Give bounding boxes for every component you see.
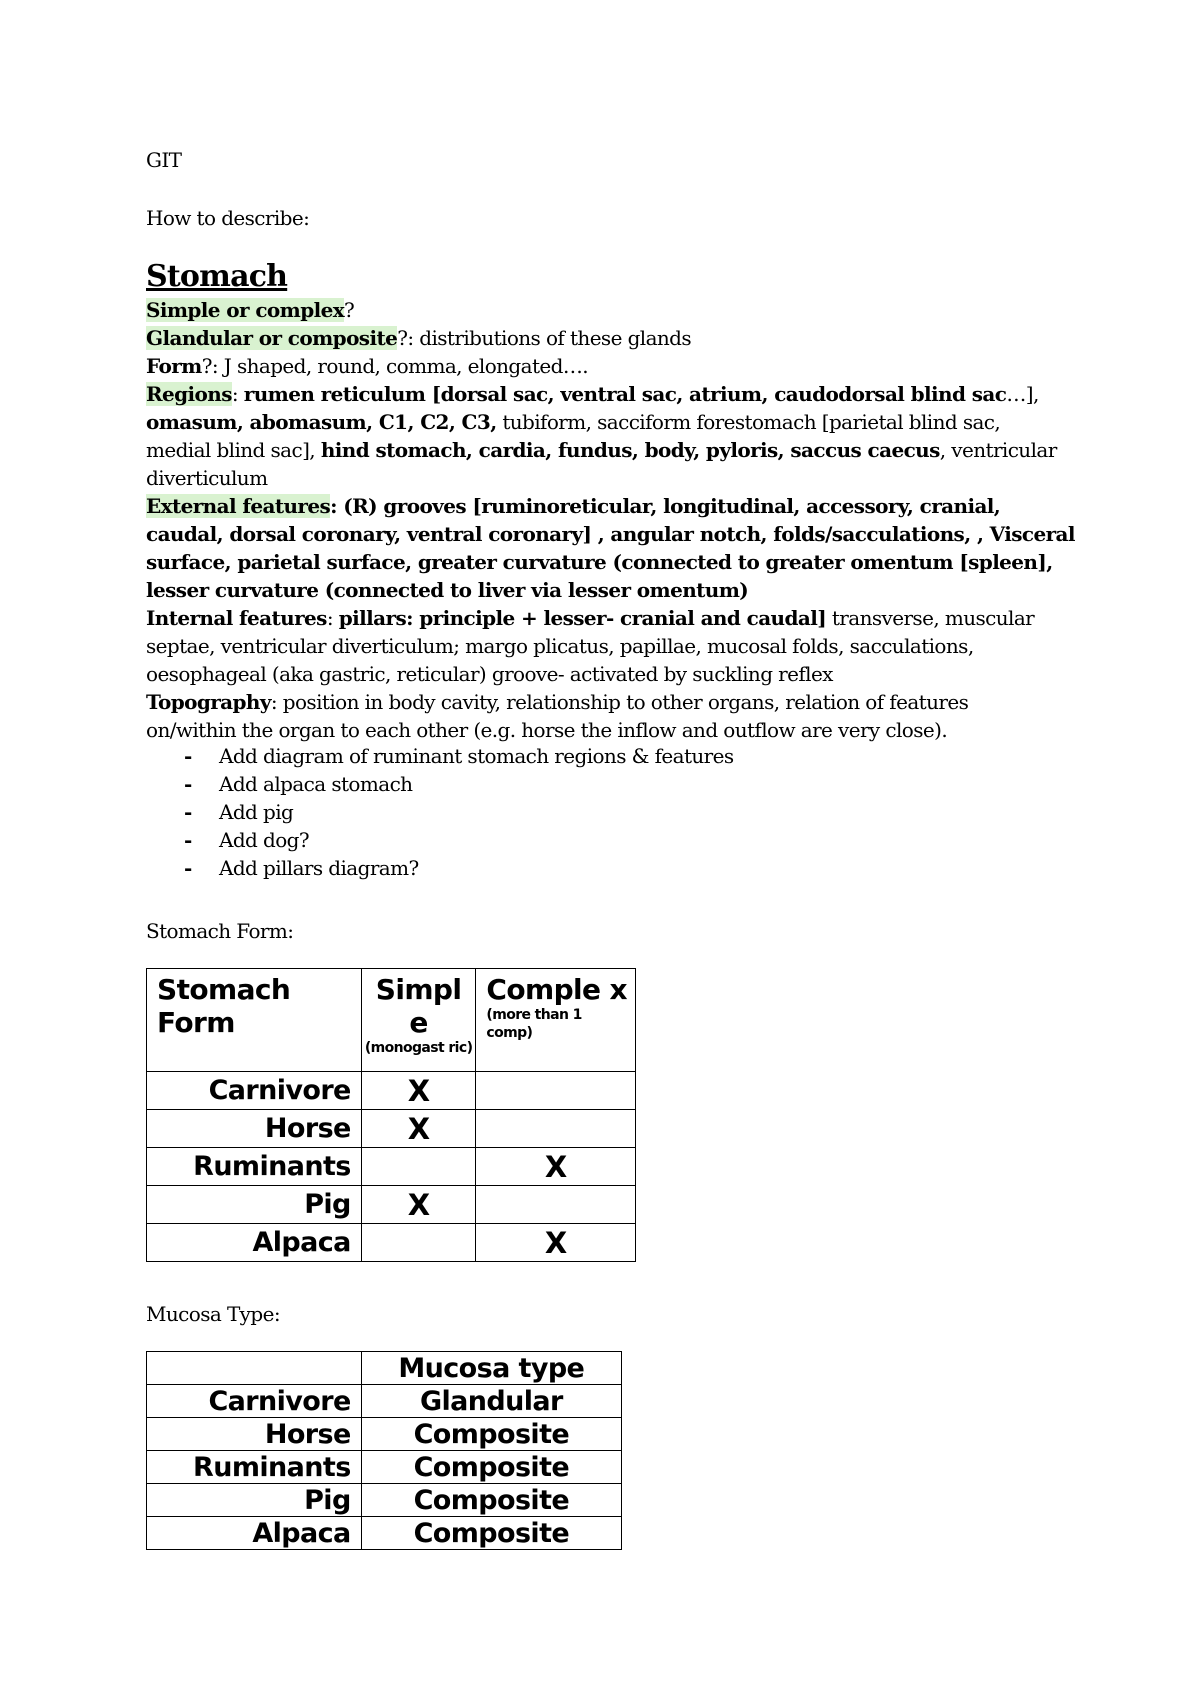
glandular-tail: ?: distributions of these glands (397, 326, 692, 350)
row-animal: Pig (147, 1186, 362, 1224)
mucosa-type-caption: Mucosa Type: (146, 1302, 280, 1326)
internal-line-3: oesophageal (aka gastric, reticular) groove- activated by suckling reflex (146, 662, 833, 686)
simple-complex-tail: ? (344, 298, 355, 322)
internal-l1-bold: pillars: principle + lesser- cranial and caudal] (338, 606, 827, 630)
row-simple-mark (361, 1224, 476, 1262)
form-text: ?: J shaped, round, comma, elongated…. (201, 354, 588, 378)
bullet-dash: - (184, 744, 192, 768)
glandular-line (146, 325, 691, 351)
regions-line-4: diverticulum (146, 466, 268, 490)
table-row (147, 1517, 622, 1550)
header-mucosa-type: Mucosa type (361, 1352, 621, 1385)
external-line-3 (146, 549, 1053, 575)
row-complex-mark (476, 1186, 636, 1224)
table-row (147, 1418, 622, 1451)
row-animal: Ruminants (147, 1148, 362, 1186)
form-label: Form (146, 354, 202, 378)
row-complex-mark: X (476, 1148, 636, 1186)
list-item (146, 826, 734, 854)
stomach-form-caption: Stomach Form: (146, 919, 294, 943)
row-complex-mark (476, 1072, 636, 1110)
internal-l1-end: transverse, muscular (826, 606, 1035, 630)
external-l2-text: caudal, dorsal coronary, ventral coronary] , angular notch, folds/sacculations, , Visceral (146, 522, 1075, 546)
row-animal: Carnivore (147, 1072, 362, 1110)
regions-colon: : (231, 382, 244, 406)
table-header-row (147, 1352, 622, 1385)
section-title: Stomach (146, 259, 288, 294)
row-mucosa-type: Composite (361, 1451, 621, 1484)
row-animal: Alpaca (147, 1517, 362, 1550)
row-simple-mark (361, 1148, 476, 1186)
header-stomach-form: Stomach Form (147, 969, 362, 1072)
regions-line-1 (146, 381, 1039, 407)
table-header-row (147, 969, 636, 1072)
form-line (146, 353, 588, 379)
internal-line-1 (146, 605, 1034, 631)
header-complex-sub: (more than 1 comp) (486, 1007, 582, 1041)
list-item-text: Add pig (219, 800, 294, 824)
stomach-form-table (146, 968, 636, 1262)
mucosa-type-table (146, 1351, 622, 1550)
header-simple (361, 969, 476, 1072)
external-l4-text: lesser curvature (connected to liver via lesser omentum) (146, 578, 749, 602)
table-row (147, 1224, 636, 1262)
regions-l3-end: , ventricular (939, 438, 1057, 462)
header-simple-sub: (monogast ric) (364, 1040, 473, 1056)
glandular-label: Glandular or composite (146, 326, 398, 350)
list-item-text: Add diagram of ruminant stomach regions & features (219, 744, 734, 768)
header-simple-label: Simpl e (375, 973, 462, 1039)
bullet-dash: - (184, 856, 192, 880)
regions-text-end: …], (1006, 382, 1039, 406)
row-animal: Horse (147, 1110, 362, 1148)
list-item (146, 742, 734, 770)
header-complex (476, 969, 636, 1072)
row-mucosa-type: Composite (361, 1517, 621, 1550)
list-item-text: Add alpaca stomach (219, 772, 413, 796)
doc-heading: GIT (146, 148, 182, 172)
regions-l3-bold: hind stomach, cardia, fundus, body, pyloris, saccus caecus (320, 438, 940, 462)
table-row (147, 1110, 636, 1148)
topography-line-2: on/within the organ to each other (e.g. horse the inflow and outflow are very close). (146, 718, 948, 742)
table-row (147, 1385, 622, 1418)
regions-line-3 (146, 437, 1057, 463)
row-animal: Ruminants (147, 1451, 362, 1484)
table-row (147, 1072, 636, 1110)
row-mucosa-type: Composite (361, 1418, 621, 1451)
row-simple-mark: X (361, 1110, 476, 1148)
regions-text-bold: rumen reticulum [dorsal sac, ventral sac, atrium, caudodorsal blind sac (243, 382, 1007, 406)
topography-l1-text: : position in body cavity, relationship to other organs, relation of features (270, 690, 969, 714)
regions-l3-text: medial blind sac], (146, 438, 321, 462)
row-mucosa-type: Composite (361, 1484, 621, 1517)
table-row (147, 1186, 636, 1224)
external-line-4 (146, 577, 748, 603)
table-row (147, 1484, 622, 1517)
external-label: External features (146, 494, 331, 518)
simple-complex-line (146, 297, 354, 323)
header-empty-cell (147, 1352, 362, 1385)
regions-label: Regions (146, 382, 232, 406)
internal-line-2: septae, ventricular diverticulum; margo plicatus, papillae, mucosal folds, sacculations, (146, 634, 974, 658)
intro-text: How to describe: (146, 206, 310, 230)
external-l1-text: : (R) grooves [ruminoreticular, longitudinal, accessory, cranial, (330, 494, 1001, 518)
regions-l2-text: tubiform, sacciform forestomach [parietal blind sac, (496, 410, 1001, 434)
topography-label: Topography (146, 690, 271, 714)
header-complex-label: Comple x (486, 973, 628, 1006)
bullet-dash: - (184, 800, 192, 824)
table-row (147, 1148, 636, 1186)
row-complex-mark: X (476, 1224, 636, 1262)
list-item-text: Add pillars diagram? (219, 856, 419, 880)
regions-l2-bold: omasum, abomasum, C1, C2, C3, (146, 410, 497, 434)
row-animal: Horse (147, 1418, 362, 1451)
row-animal: Carnivore (147, 1385, 362, 1418)
row-simple-mark: X (361, 1072, 476, 1110)
row-animal: Alpaca (147, 1224, 362, 1262)
row-mucosa-type: Glandular (361, 1385, 621, 1418)
external-line-2 (146, 521, 1075, 547)
row-simple-mark: X (361, 1186, 476, 1224)
bullet-dash: - (184, 772, 192, 796)
table-row (147, 1451, 622, 1484)
row-animal: Pig (147, 1484, 362, 1517)
regions-line-2 (146, 409, 1000, 435)
simple-complex-label: Simple or complex (146, 298, 345, 322)
row-complex-mark (476, 1110, 636, 1148)
external-line-1 (146, 493, 1000, 519)
internal-label: Internal features (146, 606, 327, 630)
bullet-dash: - (184, 828, 192, 852)
list-item (146, 770, 734, 798)
internal-colon: : (326, 606, 339, 630)
external-l3-text: surface, parietal surface, greater curvature (connected to greater omentum [spleen], (146, 550, 1053, 574)
list-item (146, 854, 734, 882)
topography-line-1 (146, 689, 968, 715)
todo-list (146, 742, 734, 882)
list-item (146, 798, 734, 826)
list-item-text: Add dog? (219, 828, 309, 852)
